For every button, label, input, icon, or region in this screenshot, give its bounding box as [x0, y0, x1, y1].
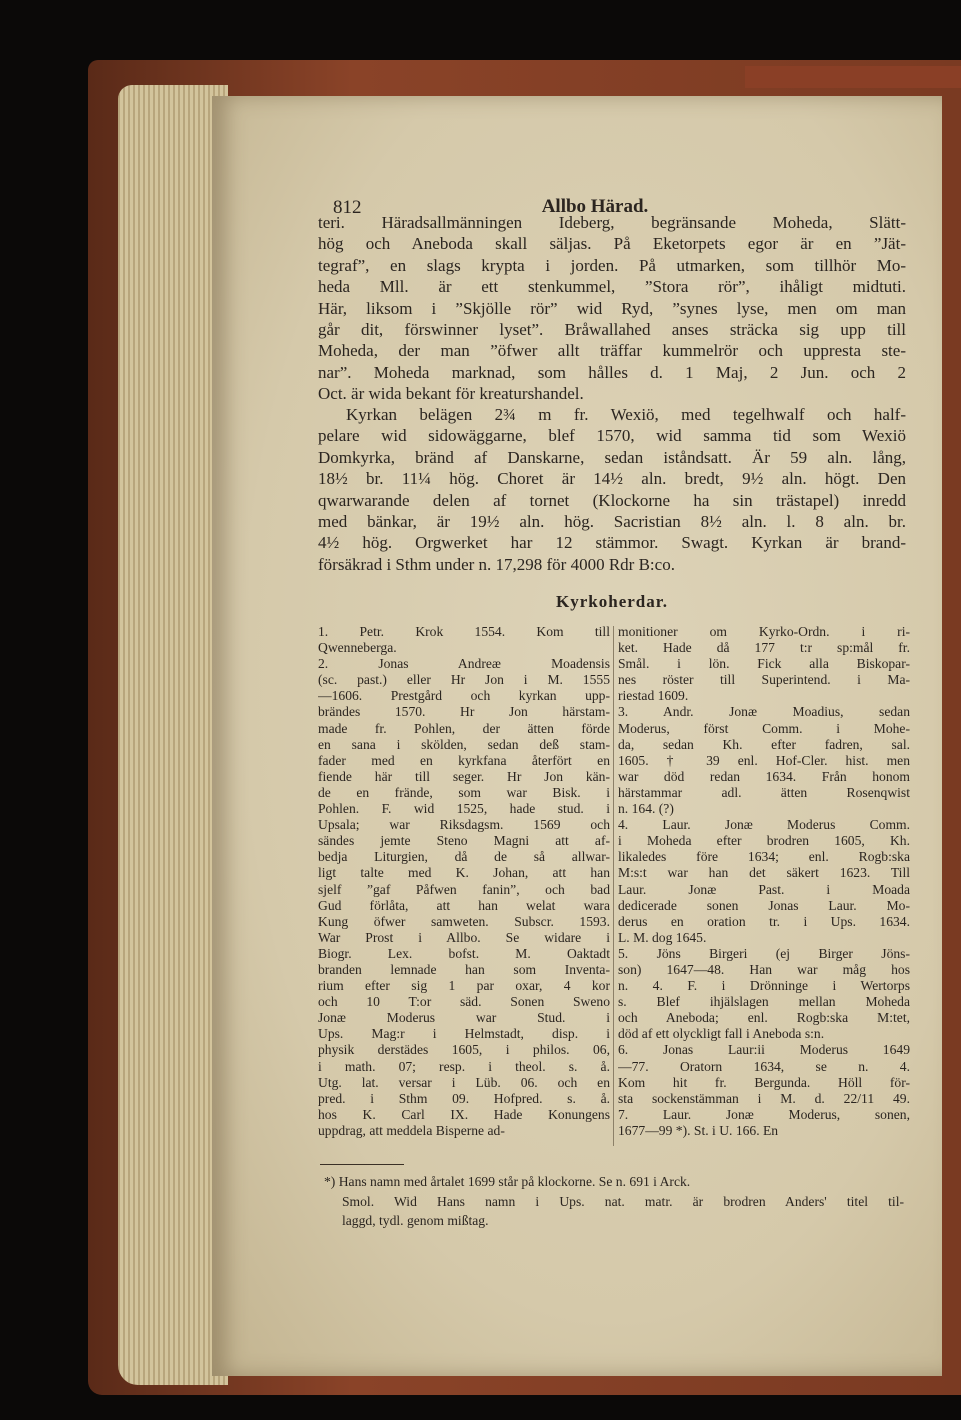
text-line: Domkyrka, bränd af Danskarne, sedan iståndsatt. Är 59 aln. lång,: [318, 447, 906, 467]
text-line: Oct. är wida bekant för kreaturshandel.: [318, 384, 584, 404]
text-line: fiende här till seger. Hr Jon kän-: [318, 768, 610, 784]
text-line: 7. Laur. Jonæ Moderus, sonen,: [618, 1106, 910, 1122]
text-line: ligt talte med K. Johan, att han: [318, 865, 610, 881]
text-line: rium efter sig 1 par oxar, 4 kor: [318, 978, 610, 994]
text-line: Qwenneberga.: [318, 640, 397, 656]
book-strap: [745, 66, 961, 88]
text-line: sjelf ”gaf Påfwen fanin”, och bad: [318, 881, 610, 897]
text-line: Moheda, der man ”öfwer allt träffar kummelrör och uppresta ste-: [318, 341, 906, 361]
text-line: med bänkar, är 19½ aln. hög. Sacristian 8½ aln. l. 8 aln. br.: [318, 512, 906, 532]
text-line: Kom hit fr. Bergunda. Höll för-: [618, 1074, 910, 1090]
text-line: —1606. Prestgård och kyrkan upp-: [318, 688, 610, 704]
text-line: de en frände, som war Bisk. i: [318, 784, 610, 800]
text-line: 6. Jonas Laur:ii Moderus 1649: [618, 1042, 910, 1058]
text-line: Upsala; war Riksdagsm. 1569 och: [318, 817, 610, 833]
text-line: 4. Laur. Jonæ Moderus Comm.: [618, 817, 910, 833]
text-line: Biogr. Lex. bofst. M. Oaktadt: [318, 945, 610, 961]
left-column: [318, 624, 610, 1139]
page-number: 812: [333, 197, 362, 218]
column-divider: [613, 626, 614, 1146]
text-line: s. Blef ihjälslagen mellan Moheda: [618, 994, 910, 1010]
text-line: Här, liksom i ”Skjölle rör” wid Ryd, ”synes lyse, men om man: [318, 298, 906, 318]
text-line: M:s:t war han det säkert 1623. Till: [618, 865, 910, 881]
text-line: bedja Liturgien, då de så allwar-: [318, 849, 610, 865]
footnote: [324, 1172, 904, 1231]
text-line: 1677—99 *). St. i U. 166. En: [618, 1122, 779, 1138]
text-line: sta sockenstämman i M. d. 22/11 49.: [618, 1090, 910, 1106]
text-line: teri. Häradsallmänningen Ideberg, begränsande Moheda, Slätt-: [318, 213, 906, 232]
text-line: Pohlen. F. wid 1525, hade stud. i: [318, 801, 610, 817]
text-line: död af ett olyckligt fall i Aneboda s:n.: [618, 1026, 825, 1042]
text-line: pelare wid sidowäggarne, blef 1570, wid samma tid som Wexiö: [318, 426, 906, 446]
text-line: L. M. dog 1645.: [618, 929, 707, 945]
running-title: Allbo Härad.: [541, 196, 649, 217]
text-line: nes röster till Superintend. i Ma-: [618, 672, 910, 688]
text-line: Laur. Jonæ Past. i Moada: [618, 881, 910, 897]
section-heading: Kyrkoherdar.: [556, 592, 668, 611]
text-line: uppdrag, att meddela Bisperne ad-: [318, 1122, 505, 1138]
text-line: 4½ hög. Orgwerket har 12 stämmor. Swagt. Kyrkan är brand-: [318, 533, 906, 553]
text-line: dedicerade sonen Jonas Laur. Mo-: [618, 897, 910, 913]
text-line: da, sedan Kh. efter fadren, sal.: [618, 736, 910, 752]
text-line: en sana i skölden, sedan deß stam-: [318, 736, 610, 752]
text-line: Gud förlåta, att han welat wara: [318, 897, 610, 913]
text-line: 3. Andr. Jonæ Moadius, sedan: [618, 704, 910, 720]
text-line: hög och Aneboda skall säljas. På Eketorpets egor är en ”Jät-: [318, 234, 906, 254]
text-line: och 10 T:or säd. Sonen Sweno: [318, 994, 610, 1010]
text-line: son) 1647—48. Han war måg hos: [618, 961, 910, 977]
text-line: härstammar adl. ätten Rosenqwist: [618, 784, 910, 800]
text-line: Kyrkan belägen 2¾ m fr. Wexiö, med tegelhwalf och half-: [346, 405, 906, 424]
church-paragraph: [318, 404, 906, 575]
text-line: made fr. Pohlen, der ätten förde: [318, 720, 610, 736]
text-line: 2. Jonas Andreæ Moadensis: [318, 656, 610, 672]
text-line: i math. 07; resp. i theol. s. å.: [318, 1058, 610, 1074]
text-line: hos K. Carl IX. Hade Konungens: [318, 1106, 610, 1122]
intro-paragraph: [318, 212, 906, 405]
text-line: Smol. Wid Hans namn i Ups. nat. matr. är brodren Anders' titel til-: [342, 1193, 904, 1209]
text-line: War Prost i Allbo. Se widare i: [318, 929, 610, 945]
text-line: ket. Hade då 177 t:r sp:mål fr.: [618, 640, 910, 656]
text-line: i Moheda efter brodren 1605, Kh.: [618, 833, 910, 849]
text-line: —77. Oratorn 1634, se n. 4.: [618, 1058, 910, 1074]
text-line: nar”. Moheda marknad, som hålles d. 1 Maj, 2 Jun. och 2: [318, 362, 906, 382]
text-line: likaledes före 1634; enl. Rogb:ska: [618, 849, 910, 865]
right-column: [618, 624, 910, 1139]
text-line: 1. Petr. Krok 1554. Kom till: [318, 624, 610, 639]
text-line: heda Mll. är ett stenkummel, ”Stora rör”, ihåligt midtuti.: [318, 277, 906, 297]
text-line: Smål. i lön. Fick alla Biskopar-: [618, 656, 910, 672]
text-line: n. 164. (?): [618, 801, 674, 817]
text-line: physik derstädes 1605, i philos. 06,: [318, 1042, 610, 1058]
text-line: 5. Jöns Birgeri (ej Birger Jöns-: [618, 945, 910, 961]
text-line: *) Hans namn med årtalet 1699 står på klockorne. Se n. 691 i Arck.: [324, 1174, 691, 1189]
text-line: laggd, tydl. genom mißtag.: [342, 1213, 489, 1228]
text-line: pred. i Sthm 09. Hofpred. s. å.: [318, 1090, 610, 1106]
text-line: fader med en kyrkfana återfört en: [318, 752, 610, 768]
text-line: och Aneboda; enl. Rogb:ska M:tet,: [618, 1010, 910, 1026]
footnote-rule: [320, 1164, 404, 1165]
text-line: riestad 1609.: [618, 688, 689, 704]
text-line: derus en oration tr. i Ups. 1634.: [618, 913, 910, 929]
text-line: Moderus, först Comm. i Mohe-: [618, 720, 910, 736]
text-line: tegraf”, en slags krypta i jorden. På utmarken, som tillhör Mo-: [318, 255, 906, 275]
text-line: Utg. lat. versar i Lüb. 06. och en: [318, 1074, 610, 1090]
text-line: brändes 1570. Hr Jon härstam-: [318, 704, 610, 720]
text-line: war död redan 1634. Från honom: [618, 768, 910, 784]
text-line: branden lemnade han som Inventa-: [318, 961, 610, 977]
text-line: 18½ br. 11¼ hög. Choret är 14½ aln. bredt, 9½ aln. högt. Den: [318, 469, 906, 489]
text-line: qwarwarande delen af tornet (Klockorne ha sin trästapel) inredd: [318, 490, 906, 510]
text-line: går dit, förswinner lyset”. Bråwallahed anses sträcka sig upp till: [318, 320, 906, 340]
text-line: monitioner om Kyrko-Ordn. i ri-: [618, 624, 910, 639]
text-line: Ups. Mag:r i Helmstadt, disp. i: [318, 1026, 610, 1042]
text-line: försäkrad i Sthm under n. 17,298 för 4000 Rdr B:co.: [318, 554, 675, 574]
text-line: n. 4. F. i Drönninge i Wertorps: [618, 978, 910, 994]
text-line: 1605. † 39 enl. Hof-Cler. hist. men: [618, 752, 910, 768]
text-line: (sc. past.) eller Hr Jon i M. 1555: [318, 672, 610, 688]
text-line: Jonæ Moderus war Stud. i: [318, 1010, 610, 1026]
text-line: sändes jemte Steno Magni att af-: [318, 833, 610, 849]
text-line: Kung öfwer samweten. Subscr. 1593.: [318, 913, 610, 929]
